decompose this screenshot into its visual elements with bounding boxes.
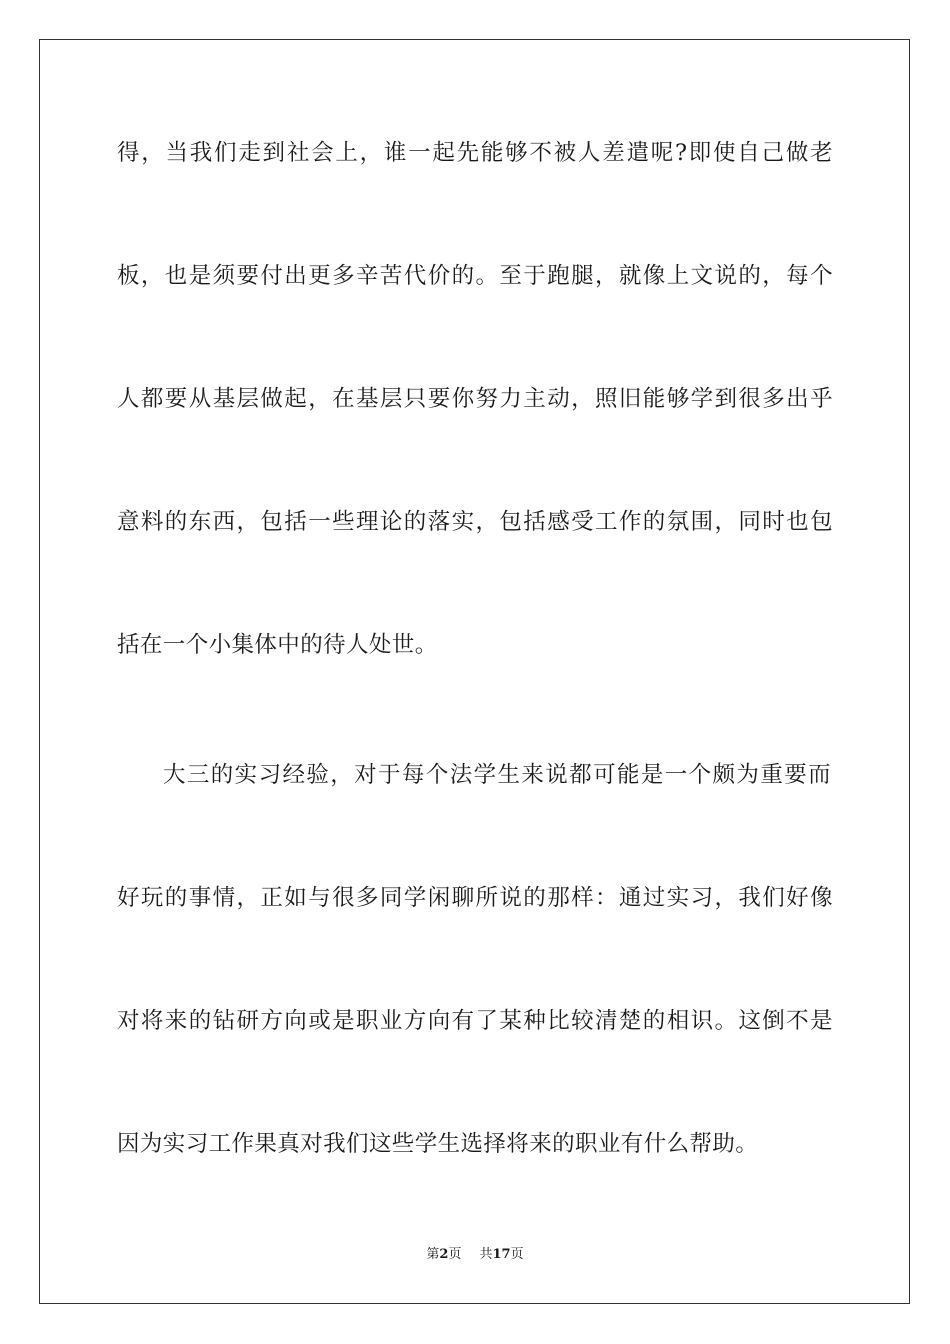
paragraph-line: 板，也是须要付出更多辛苦代价的。至于跑腿，就像上文说的，每个 (117, 263, 833, 289)
paragraph-line: 对将来的钻研方向或是职业方向有了某种比较清楚的相识。这倒不是 (117, 1008, 833, 1034)
total-label-prefix: 共 (479, 1247, 493, 1262)
paragraph-line: 意料的东西，包括一些理论的落实，包括感受工作的氛围，同时也包 (117, 509, 833, 535)
paragraph-line: 得，当我们走到社会上，谁一起先能够不被人差遣呢?即使自己做老 (117, 140, 833, 166)
page-footer (0, 1246, 950, 1264)
paragraph-line: 好玩的事情，正如与很多同学闲聊所说的那样：通过实习，我们好像 (117, 885, 833, 911)
page-number: 2 (439, 1247, 449, 1262)
paragraph-line: 人都要从基层做起，在基层只要你努力主动，照旧能够学到很多出乎 (117, 386, 833, 412)
page-border (39, 39, 910, 1304)
page-label-suffix: 页 (448, 1247, 462, 1262)
paragraph-line: 大三的实习经验，对于每个法学生来说都可能是一个颇为重要而 (163, 762, 831, 788)
paragraph-line: 括在一个小集体中的待人处世。 (117, 632, 438, 658)
paragraph-line: 因为实习工作果真对我们这些学生选择将来的职业有什么帮助。 (117, 1131, 759, 1157)
total-label-suffix: 页 (510, 1247, 524, 1262)
page-label-prefix: 第 (426, 1247, 440, 1262)
total-pages: 17 (492, 1247, 511, 1262)
